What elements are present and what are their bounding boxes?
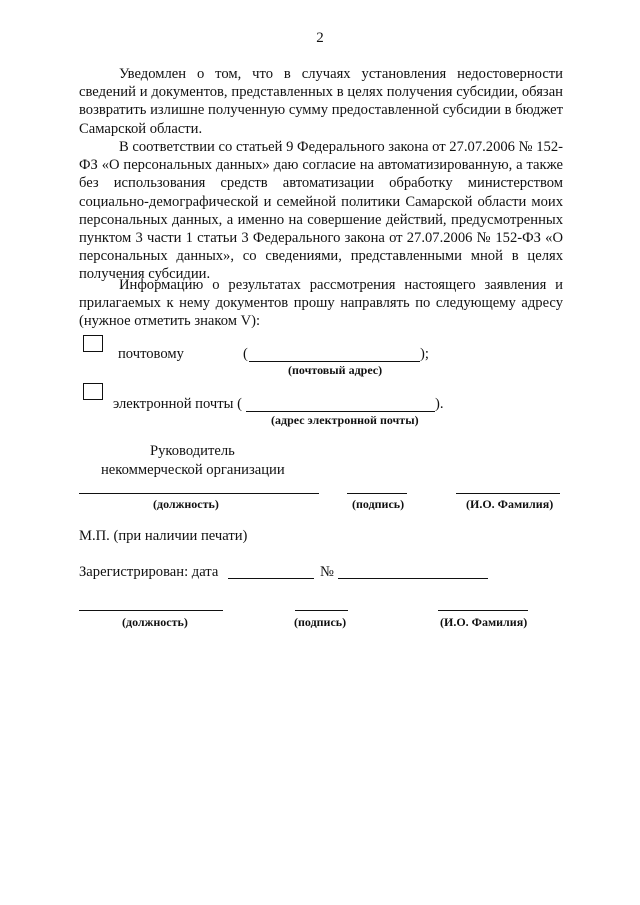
head-title-line2: некоммерческой организации (101, 462, 285, 478)
stamp-note: М.П. (при наличии печати) (79, 528, 248, 544)
position-line[interactable] (79, 493, 319, 494)
bottom-signature-caption: (подпись) (294, 615, 347, 629)
registration-date-field[interactable] (228, 578, 314, 579)
postal-close-paren: ); (420, 346, 429, 362)
paragraph-delivery: Информацию о результатах рассмотрения настоящего заявления и прилагаемых к нему документов прошу направлять по следующему адресу (нужное отметить знаком V): (79, 277, 563, 330)
email-label: электронной почты ( (113, 396, 242, 412)
name-line[interactable] (456, 493, 560, 494)
position-caption: (должность) (153, 497, 219, 511)
email-address-caption: (адрес электронной почты) (271, 413, 419, 427)
postal-open-paren: ( (243, 346, 248, 362)
email-checkbox[interactable] (83, 383, 103, 400)
signature-caption: (подпись) (352, 497, 405, 511)
postal-checkbox[interactable] (83, 335, 103, 352)
bottom-position-caption: (должность) (122, 615, 188, 629)
postal-address-field[interactable] (249, 361, 420, 362)
email-close-paren: ). (435, 396, 444, 412)
bottom-signature-line[interactable] (295, 610, 348, 611)
page-number: 2 (316, 30, 324, 46)
registration-label: Зарегистрирован: дата (79, 564, 219, 580)
postal-address-caption: (почтовый адрес) (288, 363, 383, 377)
bottom-position-line[interactable] (79, 610, 223, 611)
paragraph-notice: Уведомлен о том, что в случаях установления недостоверности сведений и документов, представленных в целях получения субсидии, обязан возвратить излишне полученную сумму предоставленной субсидии в бюджет Самарской области. (79, 66, 563, 137)
email-address-field[interactable] (246, 411, 435, 412)
registration-number-field[interactable] (338, 578, 488, 579)
bottom-name-line[interactable] (438, 610, 528, 611)
bottom-name-caption: (И.О. Фамилия) (440, 615, 528, 629)
registration-number-label: № (320, 564, 334, 580)
head-title-line1: Руководитель (150, 443, 235, 459)
postal-label: почтовому (118, 346, 184, 362)
name-caption: (И.О. Фамилия) (466, 497, 554, 511)
signature-line[interactable] (347, 493, 407, 494)
paragraph-consent: В соответствии со статьей 9 Федерального закона от 27.07.2006 № 152-ФЗ «О персональных данных» даю согласие на автоматизированную, а также без использования средств автоматизации обработку министерством социально-демографической и семейной политики Самарской области моих персональных данных, а именно на совершение действий, предусмотренных пунктом 3 части 1 статьи 3 Федерального закона от 27.07.2006 № 152-ФЗ «О персональных данных», со сведениями, представленными мной в целях получения субсидии. (79, 139, 563, 283)
